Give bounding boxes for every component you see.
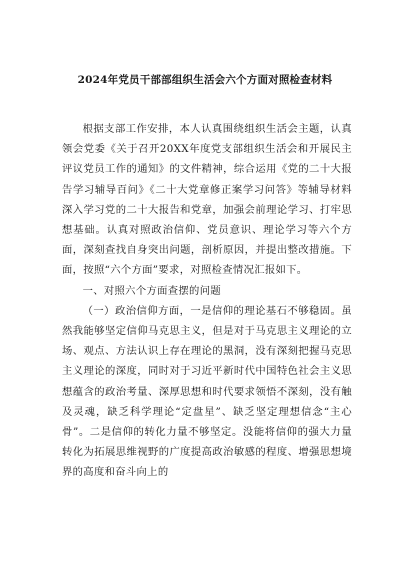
document-body [62,119,352,483]
document-title: 2024年党员干部部组织生活会六个方面对照检查材料 [77,74,333,86]
section-paragraph: （一）政治信仰方面，一是信仰的理论基石不够稳固。虽然我能够坚定信仰马克思主义，但是对于马克思主义理论的立场、观点、方法认识上存在理论的黑洞，没有深刻把握马克思主义理论的深度，同时对于习近平新时代中国特色社会主义思想蕴含的政治考量、深厚思想和时代要求领悟不深刻，没有触及灵魂，缺乏科学理论“定盘星”、缺乏坚定理想信念“主心骨”。二是信仰的转化力量不够坚定。没能将信仰的强大力量转化为拓展思维视野的广度提高政治敏感的程度、增强思想境界的高度和奋斗向上的 [62,304,352,479]
section-heading: 一、对照六个方面查摆的问题 [82,284,222,297]
intro-paragraph: 根据支部工作安排，本人认真围绕组织生活会主题，认真领会党委《关于召开20XX年度党支部组织生活会和开展民主评议党员工作的通知》的文件精神，综合运用《党的二十大报告学习辅导百问》《二十大党章修正案学习问答》等辅导材料深入学习党的二十大报告和党章，加强会前理论学习、打牢思想基础。认真对照政治信仰、党员意识、理论学习等六个方面，深刻查找自身突出问题，剖析原因，并提出整改措施。下面，按照“六个方面”要求，对照检查情况汇报如下。 [62,123,352,277]
